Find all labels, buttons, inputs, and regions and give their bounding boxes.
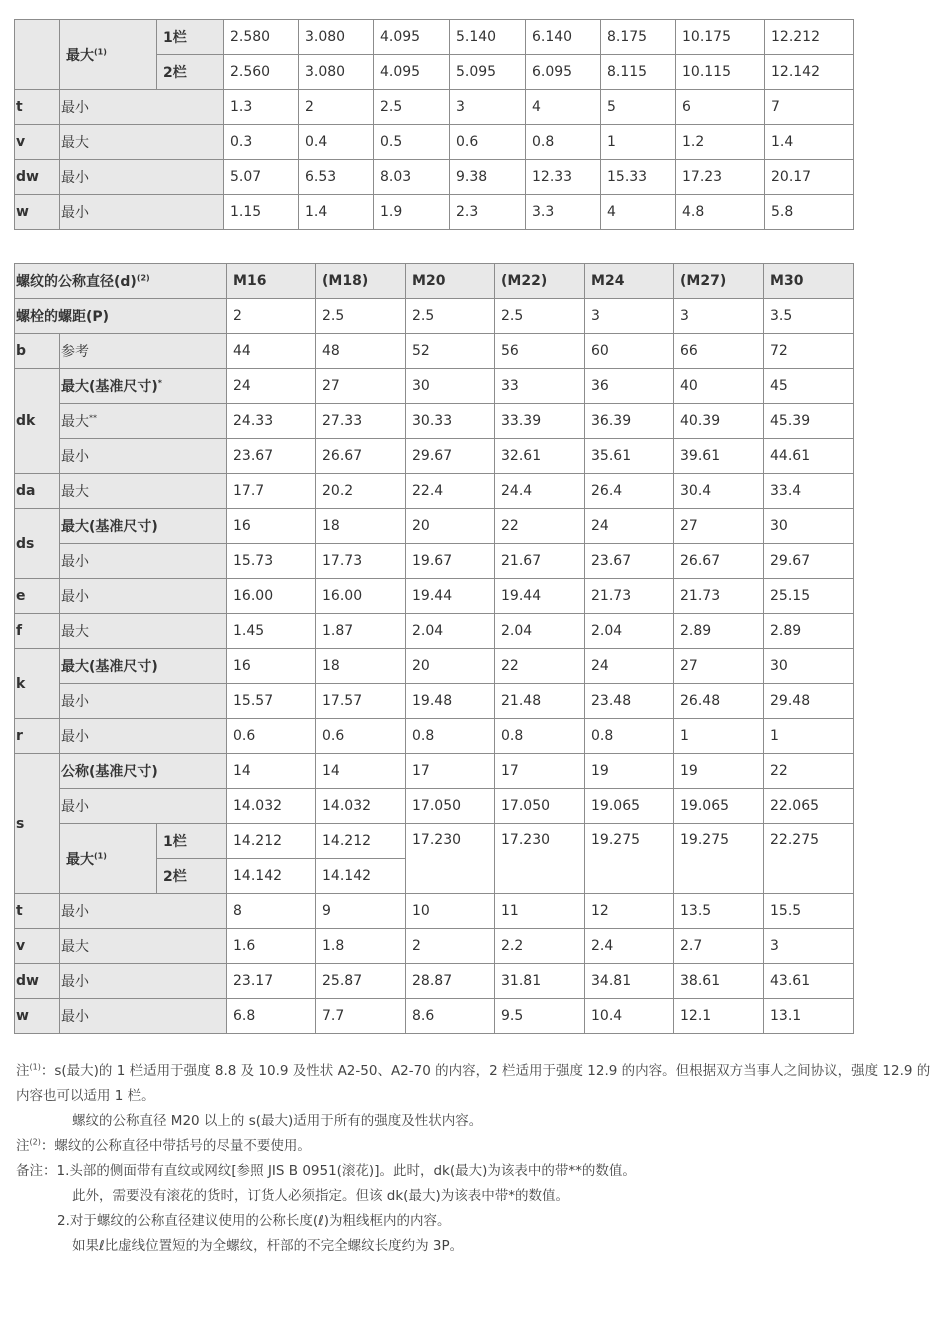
row-subheader: 最小 bbox=[60, 544, 227, 579]
table-cell: 34.81 bbox=[585, 964, 674, 999]
row-symbol: da bbox=[15, 474, 60, 509]
column-label: 1栏 bbox=[157, 20, 224, 55]
table-cell: 19.065 bbox=[585, 789, 674, 824]
table-cell: 21.48 bbox=[495, 684, 585, 719]
row-subheader: 最小 bbox=[60, 90, 224, 125]
table-row bbox=[15, 544, 854, 579]
table-cell: 8.03 bbox=[374, 160, 450, 195]
table-cell: 33.39 bbox=[495, 404, 585, 439]
table-cell: 1.3 bbox=[224, 90, 299, 125]
table-row bbox=[15, 439, 854, 474]
table-cell: 19.275 bbox=[674, 824, 764, 894]
table-cell: 16.00 bbox=[316, 579, 406, 614]
table-cell: 18 bbox=[316, 649, 406, 684]
table-cell: 2 bbox=[299, 90, 374, 125]
table-cell: 2.5 bbox=[374, 90, 450, 125]
table-cell: 26.67 bbox=[316, 439, 406, 474]
table-cell: 22.275 bbox=[764, 824, 854, 894]
row-subheader: 最小 bbox=[60, 195, 224, 230]
table-row bbox=[15, 754, 854, 789]
table-cell: 3 bbox=[674, 299, 764, 334]
row-symbol: v bbox=[15, 929, 60, 964]
row-symbol bbox=[15, 20, 60, 90]
table-cell: 24.4 bbox=[495, 474, 585, 509]
table-cell: 25.15 bbox=[764, 579, 854, 614]
table-cell: 12.142 bbox=[765, 55, 854, 90]
table-cell: 6.8 bbox=[227, 999, 316, 1034]
table-cell: 2.04 bbox=[406, 614, 495, 649]
table-cell: 12.33 bbox=[526, 160, 601, 195]
row-symbol: t bbox=[15, 894, 60, 929]
table-cell: 1 bbox=[601, 125, 676, 160]
column-header: M16 bbox=[227, 264, 316, 299]
table-cell: 1.2 bbox=[676, 125, 765, 160]
table-cell: 3 bbox=[764, 929, 854, 964]
table-cell: 3 bbox=[450, 90, 526, 125]
row-subheader: 公称(基准尺寸) bbox=[60, 754, 227, 789]
table-cell: 44.61 bbox=[764, 439, 854, 474]
table-cell: 18 bbox=[316, 509, 406, 544]
table-cell: 14.212 bbox=[316, 824, 406, 859]
table-cell: 15.73 bbox=[227, 544, 316, 579]
footnotes bbox=[16, 1059, 941, 1259]
table-cell: 28.87 bbox=[406, 964, 495, 999]
table-cell: 17.23 bbox=[676, 160, 765, 195]
table-cell: 15.57 bbox=[227, 684, 316, 719]
table-cell: 30.4 bbox=[674, 474, 764, 509]
table-row bbox=[15, 719, 854, 754]
table-header-row bbox=[15, 264, 854, 299]
table-row bbox=[15, 614, 854, 649]
table-cell: 5.07 bbox=[224, 160, 299, 195]
table-row bbox=[15, 299, 854, 334]
table-cell: 24 bbox=[585, 509, 674, 544]
table-cell: 0.8 bbox=[495, 719, 585, 754]
table-cell: 29.67 bbox=[764, 544, 854, 579]
table-cell: 19 bbox=[674, 754, 764, 789]
table-row bbox=[15, 195, 854, 230]
table-row bbox=[15, 579, 854, 614]
table-cell: 29.67 bbox=[406, 439, 495, 474]
column-label: 2栏 bbox=[157, 859, 227, 894]
table-cell: 8 bbox=[227, 894, 316, 929]
table-cell: 12.1 bbox=[674, 999, 764, 1034]
table-cell: 2.580 bbox=[224, 20, 299, 55]
table-cell: 10.4 bbox=[585, 999, 674, 1034]
table-cell: 40.39 bbox=[674, 404, 764, 439]
table-cell: 23.67 bbox=[585, 544, 674, 579]
row-symbol: b bbox=[15, 334, 60, 369]
table-row bbox=[15, 964, 854, 999]
table-cell: 0.6 bbox=[450, 125, 526, 160]
footnote-1-extra: 螺纹的公称直径 M20 以上的 s(最大)适用于所有的强度及性状内容。 bbox=[72, 1113, 483, 1129]
table-row bbox=[15, 474, 854, 509]
table-row bbox=[15, 649, 854, 684]
table-cell: 2.7 bbox=[674, 929, 764, 964]
table-cell: 21.73 bbox=[585, 579, 674, 614]
table-cell: 14.212 bbox=[227, 824, 316, 859]
row-subheader: 最小 bbox=[60, 894, 227, 929]
table-cell: 36 bbox=[585, 369, 674, 404]
table-row bbox=[15, 90, 854, 125]
table-cell: 22.065 bbox=[764, 789, 854, 824]
column-header: M20 bbox=[406, 264, 495, 299]
table-cell: 39.61 bbox=[674, 439, 764, 474]
table-cell: 0.8 bbox=[585, 719, 674, 754]
table-cell: 6.140 bbox=[526, 20, 601, 55]
table-cell: 10.115 bbox=[676, 55, 765, 90]
table-cell: 9.5 bbox=[495, 999, 585, 1034]
row-symbol: k bbox=[15, 649, 60, 719]
row-subheader: 最大(基准尺寸) bbox=[60, 649, 227, 684]
table-cell: 1.4 bbox=[299, 195, 374, 230]
table-cell: 2.89 bbox=[674, 614, 764, 649]
table-cell: 4.095 bbox=[374, 55, 450, 90]
table-cell: 45.39 bbox=[764, 404, 854, 439]
table-cell: 19.44 bbox=[495, 579, 585, 614]
remark-1-continued: 此外，需要没有滚花的货时，订货人必须指定。但该 dk(最大)为该表中带*的数值。 bbox=[72, 1188, 569, 1204]
table-cell: 2 bbox=[406, 929, 495, 964]
row-symbol: ds bbox=[15, 509, 60, 579]
table-cell: 3 bbox=[585, 299, 674, 334]
table-cell: 20 bbox=[406, 649, 495, 684]
row-subheader: 最大$^{(1)}$ bbox=[60, 824, 157, 894]
table-cell: 0.4 bbox=[299, 125, 374, 160]
thread-diameter-header: 螺纹的公称直径$(d)^{(2)}$ bbox=[15, 264, 227, 299]
table-cell: 30 bbox=[764, 509, 854, 544]
table-cell: 7.7 bbox=[316, 999, 406, 1034]
table-cell: 66 bbox=[674, 334, 764, 369]
table-cell: 1 bbox=[764, 719, 854, 754]
table-cell: 2.4 bbox=[585, 929, 674, 964]
table-cell: 24.33 bbox=[227, 404, 316, 439]
table-cell: 0.3 bbox=[224, 125, 299, 160]
table-cell: 17.230 bbox=[495, 824, 585, 894]
table-cell: 17.73 bbox=[316, 544, 406, 579]
table-cell: 2.5 bbox=[406, 299, 495, 334]
table-cell: 31.81 bbox=[495, 964, 585, 999]
table-cell: 22.4 bbox=[406, 474, 495, 509]
table-cell: 1 bbox=[674, 719, 764, 754]
table-cell: 19.44 bbox=[406, 579, 495, 614]
table-cell: 6 bbox=[676, 90, 765, 125]
row-subheader: 最小 bbox=[60, 789, 227, 824]
table-row bbox=[15, 999, 854, 1034]
column-header: (M22) bbox=[495, 264, 585, 299]
row-subheader: 最大$^{(1)}$ bbox=[60, 20, 157, 90]
table-row bbox=[15, 334, 854, 369]
table-cell: 19.065 bbox=[674, 789, 764, 824]
table-row bbox=[15, 20, 854, 55]
table-cell: 43.61 bbox=[764, 964, 854, 999]
table-cell: 6.53 bbox=[299, 160, 374, 195]
table-cell: 1.9 bbox=[374, 195, 450, 230]
row-symbol: f bbox=[15, 614, 60, 649]
table-cell: 10 bbox=[406, 894, 495, 929]
table-cell: 27 bbox=[674, 649, 764, 684]
table-cell: 22 bbox=[764, 754, 854, 789]
table-cell: 13.1 bbox=[764, 999, 854, 1034]
table-cell: 24 bbox=[227, 369, 316, 404]
table-cell: 14 bbox=[316, 754, 406, 789]
row-subheader: 最小 bbox=[60, 579, 227, 614]
row-subheader: 最大 bbox=[60, 929, 227, 964]
row-subheader: 最大(基准尺寸)* bbox=[60, 369, 227, 404]
remark-1: 备注：1.头部的侧面带有直纹或网纹[参照 JIS B 0951(滚花)]。此时，dk(最大)为该表中的带**的数值。 bbox=[16, 1163, 636, 1179]
table-cell: 2 bbox=[227, 299, 316, 334]
table-cell: 22 bbox=[495, 649, 585, 684]
table-cell: 16.00 bbox=[227, 579, 316, 614]
table-cell: 17.050 bbox=[495, 789, 585, 824]
table-row bbox=[15, 160, 854, 195]
row-subheader: 最小 bbox=[60, 160, 224, 195]
row-subheader: 最大 bbox=[60, 125, 224, 160]
table-row bbox=[15, 789, 854, 824]
table-cell: 40 bbox=[674, 369, 764, 404]
dimension-table-m16-m30 bbox=[14, 263, 854, 1034]
table-cell: 33.4 bbox=[764, 474, 854, 509]
table-cell: 16 bbox=[227, 649, 316, 684]
column-header: M30 bbox=[764, 264, 854, 299]
table-cell: 10.175 bbox=[676, 20, 765, 55]
row-subheader: 参考 bbox=[60, 334, 227, 369]
table-cell: 12.212 bbox=[765, 20, 854, 55]
table-cell: 30 bbox=[764, 649, 854, 684]
row-subheader: 最小 bbox=[60, 719, 227, 754]
table-cell: 0.8 bbox=[406, 719, 495, 754]
table-cell: 38.61 bbox=[674, 964, 764, 999]
table-row bbox=[15, 125, 854, 160]
table-cell: 2.3 bbox=[450, 195, 526, 230]
table-cell: 14 bbox=[227, 754, 316, 789]
table-cell: 17.7 bbox=[227, 474, 316, 509]
table-cell: 29.48 bbox=[764, 684, 854, 719]
table-cell: 44 bbox=[227, 334, 316, 369]
footnote-2: 注$^{(2)}$：螺纹的公称直径中带括号的尽量不要使用。 bbox=[16, 1137, 311, 1154]
table-cell: 8.6 bbox=[406, 999, 495, 1034]
table-cell: 3.3 bbox=[526, 195, 601, 230]
table-cell: 15.33 bbox=[601, 160, 676, 195]
row-subheader: 最小 bbox=[60, 999, 227, 1034]
table-cell: 0.5 bbox=[374, 125, 450, 160]
table-cell: 17.230 bbox=[406, 824, 495, 894]
table-cell: 17 bbox=[495, 754, 585, 789]
table-cell: 30 bbox=[406, 369, 495, 404]
table-cell: 12 bbox=[585, 894, 674, 929]
table-cell: 21.67 bbox=[495, 544, 585, 579]
table-cell: 20 bbox=[406, 509, 495, 544]
table-cell: 26.48 bbox=[674, 684, 764, 719]
table-cell: 20.17 bbox=[765, 160, 854, 195]
table-cell: 24 bbox=[585, 649, 674, 684]
table-cell: 6.095 bbox=[526, 55, 601, 90]
row-symbol: e bbox=[15, 579, 60, 614]
table-cell: 14.142 bbox=[227, 859, 316, 894]
row-symbol: v bbox=[15, 125, 60, 160]
row-symbol: dw bbox=[15, 964, 60, 999]
row-symbol: r bbox=[15, 719, 60, 754]
table-cell: 1.6 bbox=[227, 929, 316, 964]
table-cell: 4.095 bbox=[374, 20, 450, 55]
table-cell: 26.67 bbox=[674, 544, 764, 579]
dimension-table-continued bbox=[14, 19, 854, 230]
table-cell: 1.15 bbox=[224, 195, 299, 230]
row-subheader: 最小 bbox=[60, 964, 227, 999]
row-symbol: s bbox=[15, 754, 60, 894]
row-subheader: 最大 bbox=[60, 614, 227, 649]
table-row bbox=[15, 894, 854, 929]
table-cell: 1.87 bbox=[316, 614, 406, 649]
table-cell: 5 bbox=[601, 90, 676, 125]
table-cell: 4 bbox=[601, 195, 676, 230]
table-cell: 2.04 bbox=[585, 614, 674, 649]
table-cell: 27.33 bbox=[316, 404, 406, 439]
table-cell: 26.4 bbox=[585, 474, 674, 509]
table-cell: 11 bbox=[495, 894, 585, 929]
table-row bbox=[15, 929, 854, 964]
table-cell: 35.61 bbox=[585, 439, 674, 474]
table-cell: 14.032 bbox=[227, 789, 316, 824]
row-symbol: w bbox=[15, 999, 60, 1034]
table-cell: 19.275 bbox=[585, 824, 674, 894]
table-cell: 21.73 bbox=[674, 579, 764, 614]
row-subheader: 最大 bbox=[60, 474, 227, 509]
table-cell: 20.2 bbox=[316, 474, 406, 509]
table-cell: 8.175 bbox=[601, 20, 676, 55]
table-cell: 2.04 bbox=[495, 614, 585, 649]
table-cell: 13.5 bbox=[674, 894, 764, 929]
table-cell: 9.38 bbox=[450, 160, 526, 195]
table-cell: 17 bbox=[406, 754, 495, 789]
table-cell: 36.39 bbox=[585, 404, 674, 439]
pitch-label: 螺栓的螺距(P) bbox=[15, 299, 227, 334]
row-symbol: w bbox=[15, 195, 60, 230]
table-cell: 0.6 bbox=[316, 719, 406, 754]
row-subheader: 最小 bbox=[60, 439, 227, 474]
remark-2-continued: 如果ℓ比虚线位置短的为全螺纹，杆部的不完全螺纹长度约为 3P。 bbox=[72, 1238, 464, 1254]
table-cell: 3.080 bbox=[299, 55, 374, 90]
table-cell: 19.48 bbox=[406, 684, 495, 719]
table-cell: 2.560 bbox=[224, 55, 299, 90]
table-cell: 3.080 bbox=[299, 20, 374, 55]
table-cell: 33 bbox=[495, 369, 585, 404]
table-cell: 1.4 bbox=[765, 125, 854, 160]
table-cell: 23.48 bbox=[585, 684, 674, 719]
column-label: 1栏 bbox=[157, 824, 227, 859]
table-cell: 14.142 bbox=[316, 859, 406, 894]
row-symbol: dw bbox=[15, 160, 60, 195]
row-subheader: 最大** bbox=[60, 404, 227, 439]
table-cell: 2.89 bbox=[764, 614, 854, 649]
column-header: (M18) bbox=[316, 264, 406, 299]
table-cell: 60 bbox=[585, 334, 674, 369]
table-cell: 27 bbox=[674, 509, 764, 544]
table-cell: 7 bbox=[765, 90, 854, 125]
table-cell: 30.33 bbox=[406, 404, 495, 439]
table-cell: 25.87 bbox=[316, 964, 406, 999]
table-cell: 1.8 bbox=[316, 929, 406, 964]
remark-2: 2.对于螺纹的公称直径建议使用的公称长度(ℓ)为粗线框内的内容。 bbox=[57, 1213, 451, 1229]
table-row bbox=[15, 509, 854, 544]
table-row bbox=[15, 684, 854, 719]
table-cell: 48 bbox=[316, 334, 406, 369]
table-cell: 22 bbox=[495, 509, 585, 544]
table-cell: 3.5 bbox=[764, 299, 854, 334]
table-cell: 2.5 bbox=[495, 299, 585, 334]
table-cell: 19 bbox=[585, 754, 674, 789]
table-cell: 45 bbox=[764, 369, 854, 404]
table-cell: 17.050 bbox=[406, 789, 495, 824]
row-subheader: 最小 bbox=[60, 684, 227, 719]
column-label: 2栏 bbox=[157, 55, 224, 90]
table-row bbox=[15, 369, 854, 404]
table-cell: 4.8 bbox=[676, 195, 765, 230]
table-cell: 52 bbox=[406, 334, 495, 369]
table-cell: 9 bbox=[316, 894, 406, 929]
table-row bbox=[15, 824, 854, 859]
column-header: (M27) bbox=[674, 264, 764, 299]
table-cell: 32.61 bbox=[495, 439, 585, 474]
table-cell: 0.6 bbox=[227, 719, 316, 754]
table-cell: 23.17 bbox=[227, 964, 316, 999]
table-cell: 15.5 bbox=[764, 894, 854, 929]
table-cell: 2.5 bbox=[316, 299, 406, 334]
footnote-1: 注$^{(1)}$：s(最大)的 1 栏适用于强度 8.8 及 10.9 及性状 A2-50、A2-70 的内容，2 栏适用于强度 12.9 的内容。但根据双方当事人之间协议，强度 12.9 的内容也可以适用 1 栏。 bbox=[16, 1062, 931, 1104]
table-cell: 5.8 bbox=[765, 195, 854, 230]
table-cell: 2.2 bbox=[495, 929, 585, 964]
row-subheader: 最大(基准尺寸) bbox=[60, 509, 227, 544]
table-cell: 1.45 bbox=[227, 614, 316, 649]
table-cell: 19.67 bbox=[406, 544, 495, 579]
table-row bbox=[15, 404, 854, 439]
row-symbol: t bbox=[15, 90, 60, 125]
table-cell: 72 bbox=[764, 334, 854, 369]
table-cell: 8.115 bbox=[601, 55, 676, 90]
table-cell: 17.57 bbox=[316, 684, 406, 719]
table-cell: 4 bbox=[526, 90, 601, 125]
row-symbol: dk bbox=[15, 369, 60, 474]
table-cell: 23.67 bbox=[227, 439, 316, 474]
table-cell: 14.032 bbox=[316, 789, 406, 824]
table-cell: 16 bbox=[227, 509, 316, 544]
table-cell: 27 bbox=[316, 369, 406, 404]
table-cell: 0.8 bbox=[526, 125, 601, 160]
table-cell: 56 bbox=[495, 334, 585, 369]
column-header: M24 bbox=[585, 264, 674, 299]
table-cell: 5.140 bbox=[450, 20, 526, 55]
table-cell: 5.095 bbox=[450, 55, 526, 90]
